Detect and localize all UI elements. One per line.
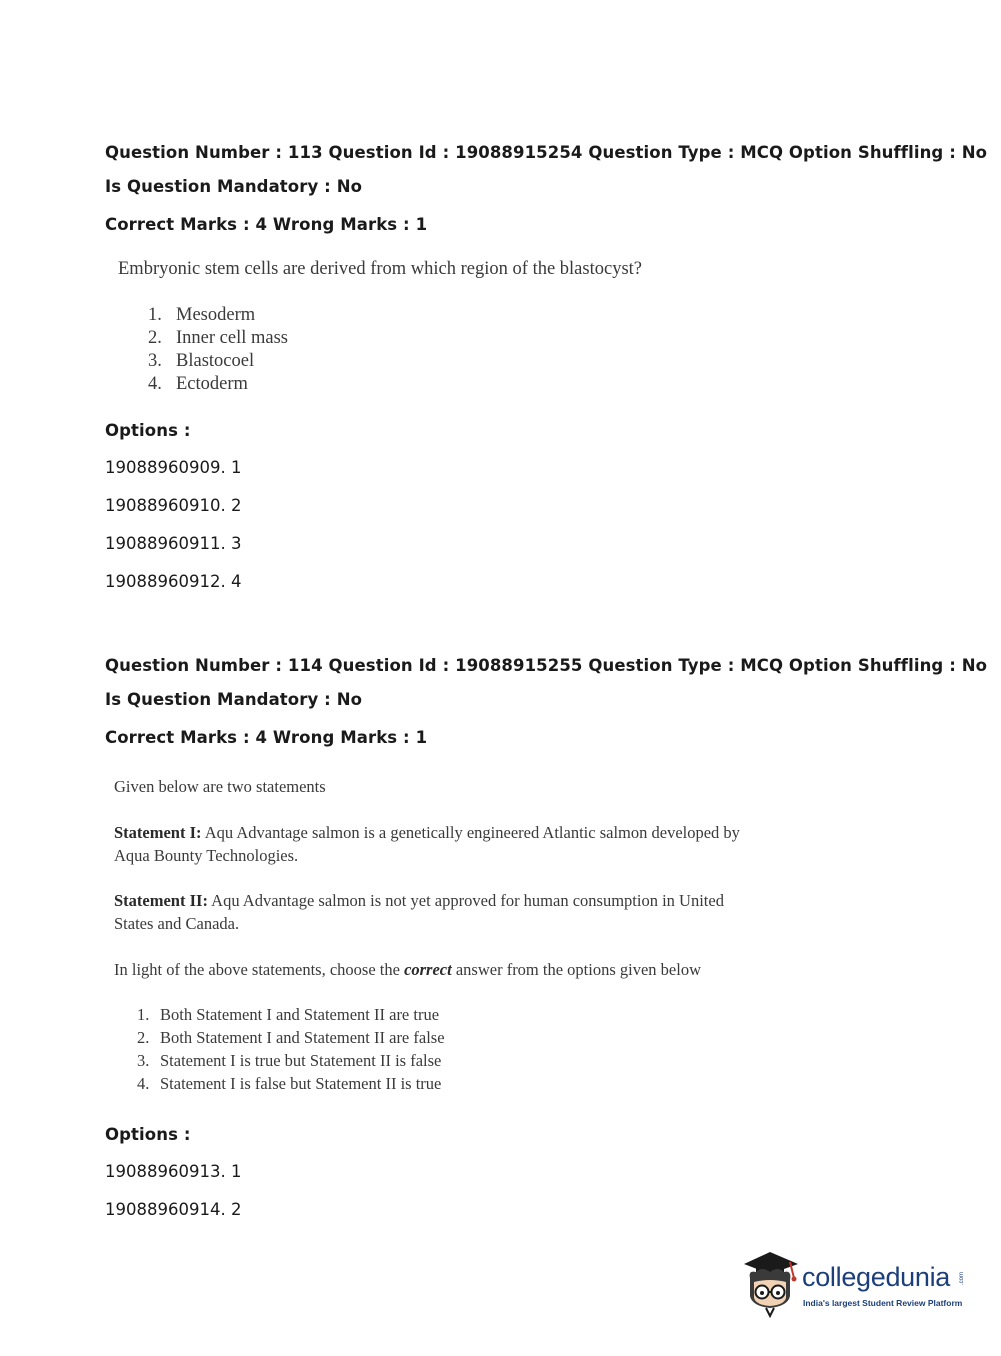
list-item: 2. Inner cell mass: [148, 328, 288, 348]
statement-1-label: Statement I:: [114, 823, 202, 842]
list-item: 4. Statement I is false but Statement II is true: [137, 1074, 442, 1093]
q114-option-2: 19088960914. 2: [105, 1200, 242, 1219]
q113-marks: Correct Marks : 4 Wrong Marks : 1: [105, 215, 428, 234]
list-item: 3. Blastocoel: [148, 351, 255, 371]
mascot-icon: [740, 1248, 802, 1318]
q114-header: Question Number : 114 Question Id : 19088915255 Question Type : MCQ Option Shuffling : No: [105, 656, 988, 675]
logo-tagline: India's largest Student Review Platform: [803, 1298, 963, 1308]
q113-options-label: Options :: [105, 421, 191, 440]
q114-instruction: In light of the above statements, choose the correct answer from the options given below: [114, 960, 701, 979]
q113-choice-list: [148, 304, 288, 396]
q113-option-3: 19088960911. 3: [105, 534, 242, 553]
q114-statement-1: Statement I: Aqu Advantage salmon is a genetically engineered Atlantic salmon developed by Aqua Bounty Technologies.: [114, 823, 740, 865]
q113-option-1: 19088960909. 1: [105, 458, 242, 477]
q114-option-1: 19088960913. 1: [105, 1162, 242, 1181]
list-item: 1. Mesoderm: [148, 305, 256, 325]
q113-mandatory: Is Question Mandatory : No: [105, 177, 363, 196]
q113-question-text: Embryonic stem cells are derived from which region of the blastocyst?: [118, 259, 642, 279]
list-item: 1. Both Statement I and Statement II are true: [137, 1005, 440, 1024]
q114-mandatory: Is Question Mandatory : No: [105, 690, 363, 709]
logo-brand-text: collegedunia: [802, 1262, 951, 1292]
q113-option-4: 19088960912. 4: [105, 572, 242, 591]
list-item: 4. Ectoderm: [148, 374, 248, 394]
q114-intro: Given below are two statements: [114, 777, 326, 796]
q113-header: Question Number : 113 Question Id : 19088915254 Question Type : MCQ Option Shuffling : No: [105, 143, 988, 162]
q114-options-label: Options :: [105, 1125, 191, 1144]
statement-2-label: Statement II:: [114, 891, 208, 910]
q113-option-2: 19088960910. 2: [105, 496, 242, 515]
list-item: 2. Both Statement I and Statement II are false: [137, 1028, 445, 1047]
collegedunia-logo: [740, 1248, 970, 1320]
logo-dotcom: .com: [959, 1272, 965, 1286]
q114-marks: Correct Marks : 4 Wrong Marks : 1: [105, 728, 428, 747]
q114-statement-2: Statement II: Aqu Advantage salmon is not yet approved for human consumption in United States and Canada.: [114, 891, 724, 933]
list-item: 3. Statement I is true but Statement II is false: [137, 1051, 442, 1070]
q114-choice-list: [137, 1003, 445, 1095]
